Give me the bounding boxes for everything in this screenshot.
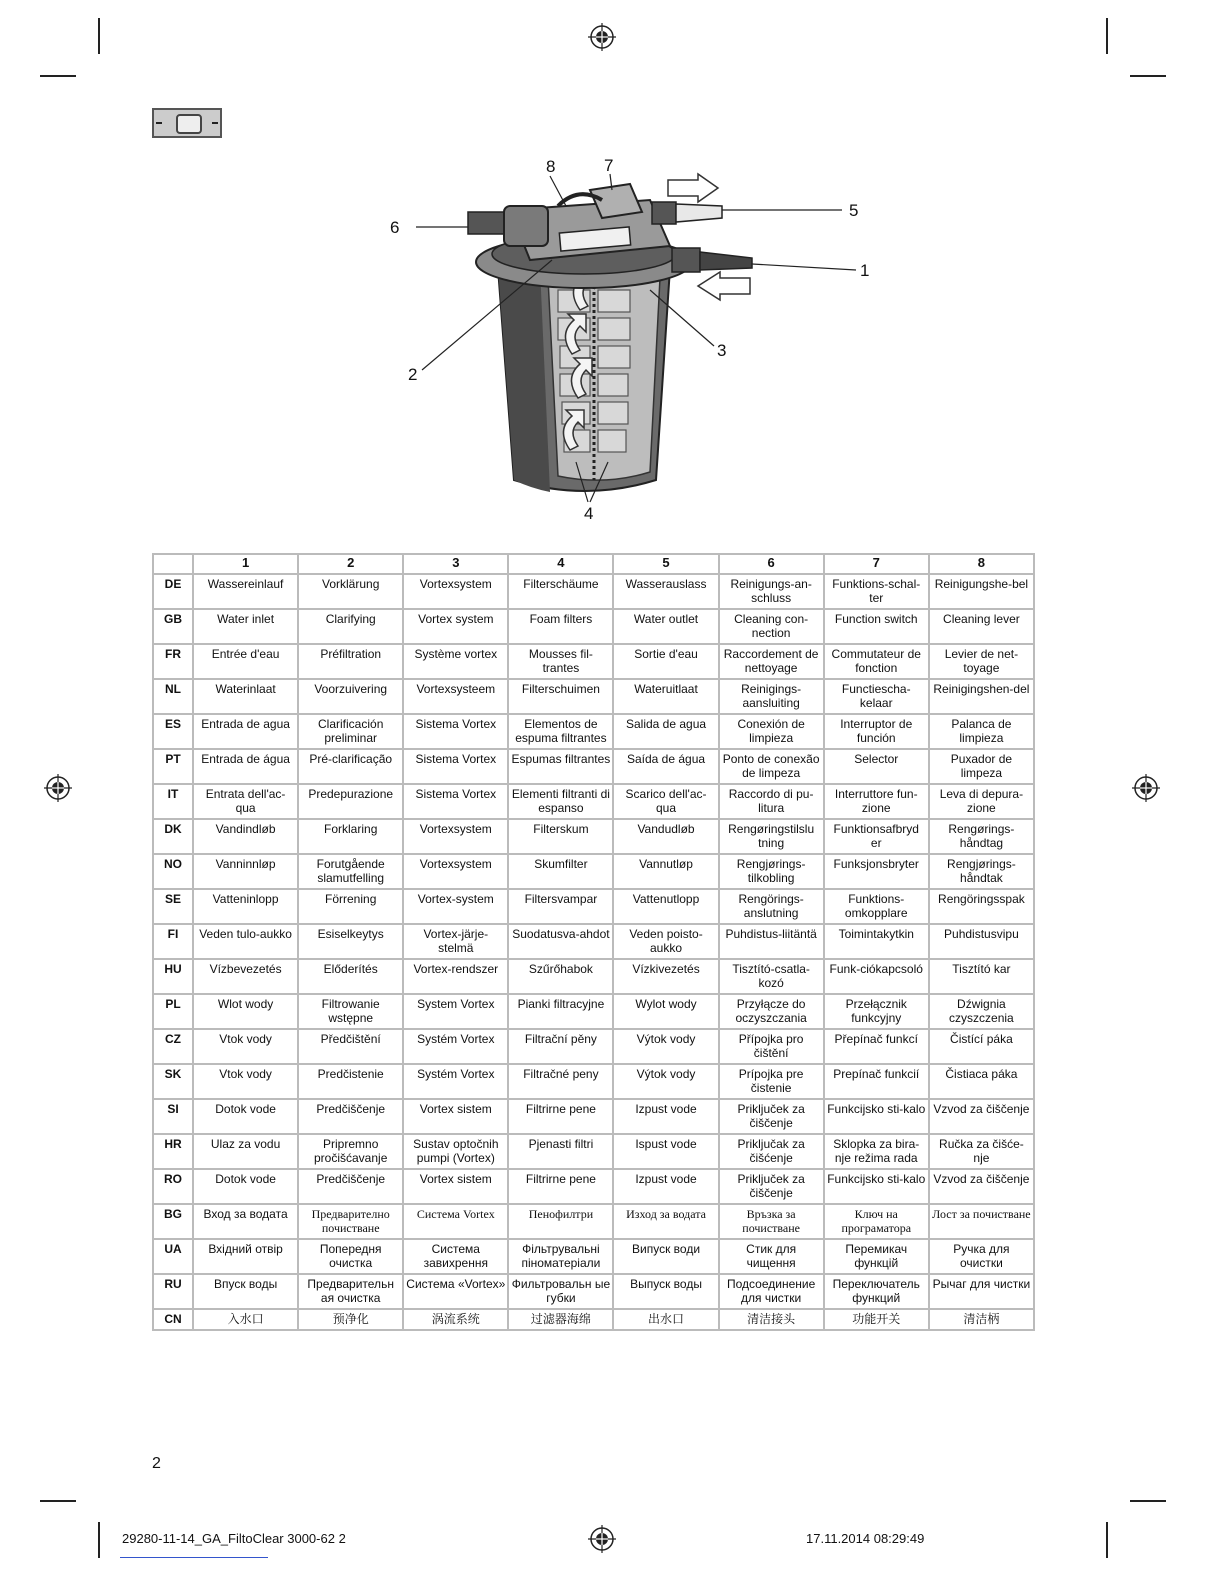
table-row [153, 959, 1034, 994]
table-row [153, 609, 1034, 644]
language-code: DE [153, 574, 193, 609]
column-header: 1 [193, 554, 298, 574]
table-cell: Puhdistusvipu [929, 924, 1034, 959]
table-cell: Vízbevezetés [193, 959, 298, 994]
table-cell: Vortexsystem [403, 819, 508, 854]
language-code: CN [153, 1309, 193, 1330]
crop-mark [1130, 75, 1166, 77]
table-cell: Рычаг для чистки [929, 1274, 1034, 1309]
table-cell: Vtok vody [193, 1064, 298, 1099]
table-cell: Funktions-omkopplare [824, 889, 929, 924]
table-cell: Предварительн ая очистка [298, 1274, 403, 1309]
crop-mark [1106, 18, 1108, 54]
table-cell: Elementos de espuma filtrantes [508, 714, 613, 749]
crop-mark [40, 1500, 76, 1502]
table-cell: Filtrowanie wstępne [298, 994, 403, 1029]
table-row [153, 784, 1034, 819]
table-row [153, 1029, 1034, 1064]
table-cell: Raccordo di pu-litura [719, 784, 824, 819]
language-code: PT [153, 749, 193, 784]
crop-mark [1106, 1522, 1108, 1558]
table-cell: Vortex-system [403, 889, 508, 924]
language-code: BG [153, 1204, 193, 1239]
table-cell: Ручка для очистки [929, 1239, 1034, 1274]
table-cell: Predčiščenje [298, 1169, 403, 1204]
table-cell: Puhdistus-liitäntä [719, 924, 824, 959]
language-code: DK [153, 819, 193, 854]
table-cell: Filtersvampar [508, 889, 613, 924]
footer-file-info: 29280-11-14_GA_FiltoClear 3000-62 2 [122, 1531, 346, 1546]
table-cell: Espumas filtrantes [508, 749, 613, 784]
table-cell: Water inlet [193, 609, 298, 644]
table-cell: Funkcijsko sti-kalo [824, 1099, 929, 1134]
table-cell: Priključek za čiščenje [719, 1099, 824, 1134]
table-cell: Veden poisto-aukko [613, 924, 718, 959]
table-cell: Esiselkeytys [298, 924, 403, 959]
language-code: CZ [153, 1029, 193, 1064]
table-body [153, 574, 1034, 1330]
table-cell: Préfiltration [298, 644, 403, 679]
table-cell: Filtračné peny [508, 1064, 613, 1099]
table-cell: Výtok vody [613, 1029, 718, 1064]
table-cell: Saída de água [613, 749, 718, 784]
table-cell: Sklopka za bira-nje režima rada [824, 1134, 929, 1169]
table-cell: Foam filters [508, 609, 613, 644]
table-cell: Vandindløb [193, 819, 298, 854]
registration-mark-icon [588, 1525, 616, 1553]
table-cell: Ключ на програматора [824, 1204, 929, 1239]
table-cell: Filterschäume [508, 574, 613, 609]
table-cell: Vízkivezetés [613, 959, 718, 994]
table-cell: Wasserauslass [613, 574, 718, 609]
table-cell: Funksjonsbryter [824, 854, 929, 889]
table-row [153, 1134, 1034, 1169]
table-cell: Връзка за почистване [719, 1204, 824, 1239]
table-cell: Dotok vode [193, 1099, 298, 1134]
table-cell: Vatteninlopp [193, 889, 298, 924]
table-cell: Rengjørings-tilkobling [719, 854, 824, 889]
table-cell: Tisztító-csatla-kozó [719, 959, 824, 994]
column-header [153, 554, 193, 574]
table-cell: 出水口 [613, 1309, 718, 1330]
table-cell: Functiescha-kelaar [824, 679, 929, 714]
table-cell: Вхідний отвір [193, 1239, 298, 1274]
table-row [153, 994, 1034, 1029]
table-cell: Raccordement de nettoyage [719, 644, 824, 679]
table-row [153, 1274, 1034, 1309]
table-cell: Předčištění [298, 1029, 403, 1064]
callout-5: 5 [849, 201, 859, 220]
table-cell: Funktionsafbryd er [824, 819, 929, 854]
table-cell: Mousses fil-trantes [508, 644, 613, 679]
table-cell: Funktions-schal-ter [824, 574, 929, 609]
table-cell: Rengöringsspak [929, 889, 1034, 924]
language-code: SI [153, 1099, 193, 1134]
language-code: HR [153, 1134, 193, 1169]
table-cell: Sistema Vortex [403, 784, 508, 819]
table-cell: Förrening [298, 889, 403, 924]
table-cell: Water outlet [613, 609, 718, 644]
language-code: NL [153, 679, 193, 714]
table-cell: Predepurazione [298, 784, 403, 819]
table-cell: Entrata dell'ac-qua [193, 784, 298, 819]
crop-mark [98, 18, 100, 54]
table-cell: Palanca de limpieza [929, 714, 1034, 749]
table-cell: Scarico dell'ac-qua [613, 784, 718, 819]
page-number: 2 [152, 1455, 161, 1472]
language-code: PL [153, 994, 193, 1029]
crop-mark [1130, 1500, 1166, 1502]
table-cell: Funkcijsko sti-kalo [824, 1169, 929, 1204]
table-cell: Vannutløp [613, 854, 718, 889]
table-cell: Система «Vortex» [403, 1274, 508, 1309]
callout-1: 1 [860, 261, 870, 280]
column-header: 5 [613, 554, 718, 574]
table-header-row [153, 554, 1034, 574]
language-code: RO [153, 1169, 193, 1204]
table-cell: Предварително почистване [298, 1204, 403, 1239]
table-cell: Pré-clarificação [298, 749, 403, 784]
table-cell: Système vortex [403, 644, 508, 679]
table-cell: Reinigungshe-bel [929, 574, 1034, 609]
table-row [153, 819, 1034, 854]
table-cell: Rengøringstilslu tning [719, 819, 824, 854]
table-cell: Reinigingshen-del [929, 679, 1034, 714]
table-cell: Forklaring [298, 819, 403, 854]
table-cell: Pianki filtracyjne [508, 994, 613, 1029]
table-row [153, 1309, 1034, 1330]
table-cell: Conexión de limpieza [719, 714, 824, 749]
table-cell: Izpust vode [613, 1169, 718, 1204]
language-code: NO [153, 854, 193, 889]
language-code: FR [153, 644, 193, 679]
table-cell: Ulaz za vodu [193, 1134, 298, 1169]
table-cell: Подсоединение для чистки [719, 1274, 824, 1309]
table-row [153, 1099, 1034, 1134]
callout-8: 8 [546, 157, 556, 176]
table-cell: Фільтрувальні піноматеріали [508, 1239, 613, 1274]
callout-7: 7 [604, 156, 614, 175]
table-row [153, 1064, 1034, 1099]
table-cell: Puxador de limpeza [929, 749, 1034, 784]
table-cell: Vortexsysteem [403, 679, 508, 714]
table-cell: Clarificación preliminar [298, 714, 403, 749]
table-cell: Vortex sistem [403, 1099, 508, 1134]
table-cell: Wateruitlaat [613, 679, 718, 714]
table-cell: Стик для чищення [719, 1239, 824, 1274]
callout-3: 3 [717, 341, 727, 360]
registration-mark-icon [588, 23, 616, 51]
table-cell: Пенофилтри [508, 1204, 613, 1239]
table-cell: Wylot wody [613, 994, 718, 1029]
table-cell: Suodatusva-ahdot [508, 924, 613, 959]
table-cell: Przełącznik funkcyjny [824, 994, 929, 1029]
language-code: SE [153, 889, 193, 924]
table-cell: Dźwignia czyszczenia [929, 994, 1034, 1029]
table-cell: Waterinlaat [193, 679, 298, 714]
table-cell: Systém Vortex [403, 1029, 508, 1064]
table-cell: Filtrirne pene [508, 1169, 613, 1204]
table-cell: Ispust vode [613, 1134, 718, 1169]
table-row [153, 749, 1034, 784]
table-cell: Dotok vode [193, 1169, 298, 1204]
table-cell: Cleaning lever [929, 609, 1034, 644]
footer-underline [120, 1557, 268, 1558]
language-code: HU [153, 959, 193, 994]
footer-timestamp: 17.11.2014 08:29:49 [806, 1531, 925, 1546]
table-cell: Filterskum [508, 819, 613, 854]
table-cell: System Vortex [403, 994, 508, 1029]
table-cell: 涡流系统 [403, 1309, 508, 1330]
table-cell: Vzvod za čiščenje [929, 1169, 1034, 1204]
table-cell: Priključek za čiščenje [719, 1169, 824, 1204]
column-header: 7 [824, 554, 929, 574]
table-cell: Prepínač funkcií [824, 1064, 929, 1099]
table-cell: Vattenutlopp [613, 889, 718, 924]
table-cell: Izpust vode [613, 1099, 718, 1134]
table-cell: Prípojka pre čistenie [719, 1064, 824, 1099]
table-cell: Leva di depura-zione [929, 784, 1034, 819]
language-code: UA [153, 1239, 193, 1274]
table-cell: Tisztító kar [929, 959, 1034, 994]
table-cell: Salida de agua [613, 714, 718, 749]
table-cell: Interruptor de función [824, 714, 929, 749]
table-cell: Voorzuivering [298, 679, 403, 714]
table-row [153, 679, 1034, 714]
table-cell: Elementi filtranti di espanso [508, 784, 613, 819]
table-row [153, 714, 1034, 749]
table-cell: Systém Vortex [403, 1064, 508, 1099]
table-cell: Rengørings-håndtag [929, 819, 1034, 854]
table-cell: Sortie d'eau [613, 644, 718, 679]
table-cell: Vanninnløp [193, 854, 298, 889]
table-cell: Rengjørings-håndtak [929, 854, 1034, 889]
table-cell: Система Vortex [403, 1204, 508, 1239]
table-cell: Vzvod za čiščenje [929, 1099, 1034, 1134]
table-row [153, 854, 1034, 889]
table-cell: Wassereinlauf [193, 574, 298, 609]
table-cell: Vtok vody [193, 1029, 298, 1064]
table-cell: Sistema Vortex [403, 714, 508, 749]
table-row [153, 924, 1034, 959]
table-cell: Funk-ciókapcsoló [824, 959, 929, 994]
column-header: 2 [298, 554, 403, 574]
table-cell: Cleaning con-nection [719, 609, 824, 644]
crop-mark [40, 75, 76, 77]
table-cell: Sistema Vortex [403, 749, 508, 784]
column-header: 8 [929, 554, 1034, 574]
language-code: RU [153, 1274, 193, 1309]
language-code: IT [153, 784, 193, 819]
table-cell: Выпуск воды [613, 1274, 718, 1309]
table-row [153, 1204, 1034, 1239]
table-row [153, 889, 1034, 924]
table-cell: 过滤器海绵 [508, 1309, 613, 1330]
table-cell: Function switch [824, 609, 929, 644]
language-code: FI [153, 924, 193, 959]
registration-mark-icon [44, 774, 72, 802]
table-cell: Впуск воды [193, 1274, 298, 1309]
table-cell: Sustav optočnih pumpi (Vortex) [403, 1134, 508, 1169]
table-cell: Selector [824, 749, 929, 784]
table-cell: Przyłącze do oczyszczania [719, 994, 824, 1029]
table-cell: Изход за водата [613, 1204, 718, 1239]
table-row [153, 644, 1034, 679]
table-cell: 入水口 [193, 1309, 298, 1330]
table-cell: Vortex system [403, 609, 508, 644]
callout-4: 4 [584, 504, 594, 523]
table-cell: Filtrační pěny [508, 1029, 613, 1064]
filter-illustration [380, 150, 880, 530]
table-cell: Попередня очистка [298, 1239, 403, 1274]
table-cell: 功能开关 [824, 1309, 929, 1330]
device-pictogram-icon [152, 108, 222, 138]
table-cell: Predčiščenje [298, 1099, 403, 1134]
table-cell: Випуск води [613, 1239, 718, 1274]
table-cell: Skumfilter [508, 854, 613, 889]
table-cell: Pripremno pročišćavanje [298, 1134, 403, 1169]
table-cell: 清洁接头 [719, 1309, 824, 1330]
table-cell: Commutateur de fonction [824, 644, 929, 679]
table-cell: Čistící páka [929, 1029, 1034, 1064]
table-cell: Výtok vody [613, 1064, 718, 1099]
table-cell: 清洁柄 [929, 1309, 1034, 1330]
table-cell: Rengörings-anslutning [719, 889, 824, 924]
table-cell: Interruttore fun-zione [824, 784, 929, 819]
table-row [153, 1239, 1034, 1274]
table-cell: Pjenasti filtri [508, 1134, 613, 1169]
table-cell: Filtrirne pene [508, 1099, 613, 1134]
crop-mark [98, 1522, 100, 1558]
callout-2: 2 [408, 365, 418, 384]
language-code: ES [153, 714, 193, 749]
table-cell: Veden tulo-aukko [193, 924, 298, 959]
table-cell: Перемикач функцій [824, 1239, 929, 1274]
column-header: 3 [403, 554, 508, 574]
table-cell: Фильтровальн ые губки [508, 1274, 613, 1309]
table-cell: Clarifying [298, 609, 403, 644]
table-cell: Ponto de conexão de limpeza [719, 749, 824, 784]
column-header: 6 [719, 554, 824, 574]
table-cell: Reinigungs-an-schluss [719, 574, 824, 609]
table-cell: Vortex sistem [403, 1169, 508, 1204]
table-cell: Szűrőhabok [508, 959, 613, 994]
table-cell: Levier de net-toyage [929, 644, 1034, 679]
table-cell: Vortexsystem [403, 854, 508, 889]
table-cell: Entrada de água [193, 749, 298, 784]
table-cell: 预净化 [298, 1309, 403, 1330]
table-cell: Filterschuimen [508, 679, 613, 714]
table-cell: Лост за почистване [929, 1204, 1034, 1239]
table-cell: Vortexsystem [403, 574, 508, 609]
table-cell: Вход за водата [193, 1204, 298, 1239]
table-cell: Entrada de agua [193, 714, 298, 749]
table-cell: Vorklärung [298, 574, 403, 609]
table-cell: Wlot wody [193, 994, 298, 1029]
table-cell: Priključak za čišćenje [719, 1134, 824, 1169]
table-cell: Entrée d'eau [193, 644, 298, 679]
table-cell: Vortex-järje-stelmä [403, 924, 508, 959]
table-cell: Predčistenie [298, 1064, 403, 1099]
table-row [153, 1169, 1034, 1204]
table-cell: Vandudløb [613, 819, 718, 854]
table-cell: Přepínač funkcí [824, 1029, 929, 1064]
table-cell: Toimintakytkin [824, 924, 929, 959]
table-cell: Forutgående slamutfelling [298, 854, 403, 889]
table-cell: Переключатель функций [824, 1274, 929, 1309]
table-cell: Előderítés [298, 959, 403, 994]
column-header: 4 [508, 554, 613, 574]
table-row [153, 574, 1034, 609]
table-cell: Система завихрення [403, 1239, 508, 1274]
table-cell: Reinigings-aansluiting [719, 679, 824, 714]
translation-table [152, 553, 1035, 1331]
table-cell: Vortex-rendszer [403, 959, 508, 994]
registration-mark-icon [1132, 774, 1160, 802]
language-code: GB [153, 609, 193, 644]
callout-6: 6 [390, 218, 400, 237]
table-cell: Čistiaca páka [929, 1064, 1034, 1099]
language-code: SK [153, 1064, 193, 1099]
table-cell: Ručka za čišće-nje [929, 1134, 1034, 1169]
table-cell: Přípojka pro čištění [719, 1029, 824, 1064]
